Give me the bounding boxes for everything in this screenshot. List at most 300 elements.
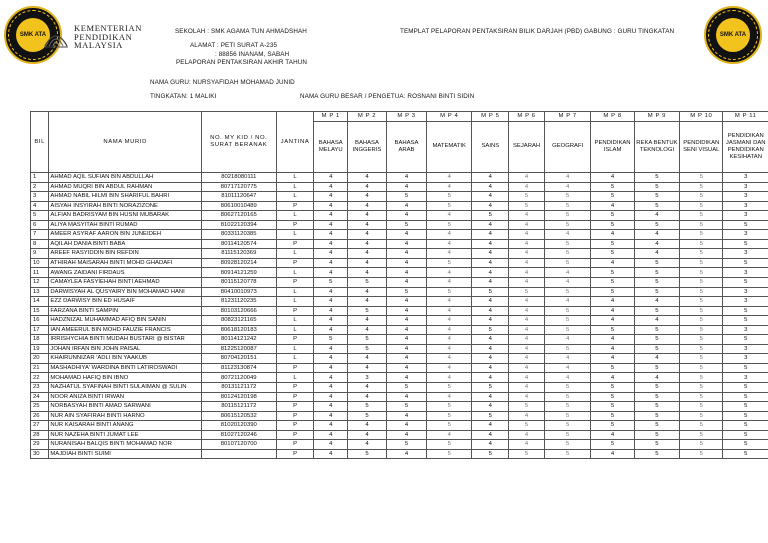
cell-mark: 5 bbox=[723, 430, 768, 440]
cell-mark: 4 bbox=[509, 383, 545, 393]
mp-code-row bbox=[31, 112, 768, 122]
cell-kp: 81225120087 bbox=[201, 344, 276, 354]
cell-mark: 3 bbox=[723, 354, 768, 364]
cell-mark: 4 bbox=[509, 363, 545, 373]
cell-mark: 5 bbox=[680, 373, 723, 383]
table-row bbox=[31, 402, 768, 412]
cell-bil: 21 bbox=[31, 363, 49, 373]
subject-header: SEJARAH bbox=[509, 122, 545, 173]
cell-mark: 4 bbox=[509, 306, 545, 316]
cell-mark: 4 bbox=[386, 230, 426, 240]
cell-mark: 4 bbox=[544, 182, 591, 192]
cell-mark: 3 bbox=[723, 192, 768, 202]
cell-mark: 4 bbox=[544, 354, 591, 364]
cell-mark: 5 bbox=[348, 402, 387, 412]
cell-mark: 4 bbox=[472, 316, 509, 326]
cell-mark: 4 bbox=[509, 316, 545, 326]
tingkatan-label: TINGKATAN: 1 MALIKI bbox=[150, 93, 217, 100]
cell-mark: 4 bbox=[348, 192, 387, 202]
cell-mark: 5 bbox=[634, 440, 679, 450]
cell-mark: 4 bbox=[348, 249, 387, 259]
cell-mark: 5 bbox=[544, 383, 591, 393]
cell-mark: 4 bbox=[314, 421, 348, 431]
seal-inner-text: SMK ATA bbox=[16, 18, 50, 52]
cell-mark: 4 bbox=[472, 335, 509, 345]
cell-kp: 80823121165 bbox=[201, 316, 276, 326]
cell-mark: 4 bbox=[472, 258, 509, 268]
cell-mark: 4 bbox=[348, 363, 387, 373]
cell-mark: 4 bbox=[509, 411, 545, 421]
cell-mark: 5 bbox=[544, 440, 591, 450]
header-bil: BIL bbox=[31, 112, 49, 173]
cell-mark: 4 bbox=[472, 373, 509, 383]
cell-nama: AISYAH INSYIRAH BINTI NORAZIZONE bbox=[49, 201, 202, 211]
cell-mark: 5 bbox=[386, 220, 426, 230]
cell-mark: 4 bbox=[472, 278, 509, 288]
cell-kp: 80627120165 bbox=[201, 211, 276, 221]
cell-jantina: L bbox=[276, 249, 314, 259]
cell-mark: 4 bbox=[314, 411, 348, 421]
cell-mark: 5 bbox=[680, 392, 723, 402]
cell-kp: 80704120151 bbox=[201, 354, 276, 364]
cell-mark: 3 bbox=[723, 173, 768, 183]
cell-mark: 5 bbox=[426, 449, 471, 459]
cell-jantina: L bbox=[276, 297, 314, 307]
cell-mark: 5 bbox=[509, 449, 545, 459]
cell-mark: 4 bbox=[426, 249, 471, 259]
subject-header: BAHASA INGGERIS bbox=[348, 122, 387, 173]
cell-mark: 4 bbox=[509, 220, 545, 230]
cell-mark: 4 bbox=[472, 220, 509, 230]
cell-bil: 14 bbox=[31, 297, 49, 307]
cell-mark: 4 bbox=[426, 354, 471, 364]
cell-mark: 5 bbox=[591, 325, 634, 335]
cell-mark: 4 bbox=[386, 211, 426, 221]
cell-jantina: L bbox=[276, 354, 314, 364]
table-row bbox=[31, 411, 768, 421]
subject-header: REKA BENTUK TEKNOLOGI bbox=[634, 122, 679, 173]
cell-kp: 81115120369 bbox=[201, 249, 276, 259]
cell-mark: 4 bbox=[314, 354, 348, 364]
cell-mark: 5 bbox=[426, 220, 471, 230]
cell-mark: 4 bbox=[509, 373, 545, 383]
cell-nama: ALIYA MASYITAH BINTI RUMAD bbox=[49, 220, 202, 230]
cell-kp: 80115121172 bbox=[201, 402, 276, 412]
cell-mark: 5 bbox=[680, 316, 723, 326]
cell-jantina: L bbox=[276, 230, 314, 240]
cell-nama: AMEER ASYRAF AARON BIN JUNEIDEH bbox=[49, 230, 202, 240]
cell-mark: 4 bbox=[426, 306, 471, 316]
nama-guru: NAMA GURU: NURSYAFIDAH MOHAMAD JUNID bbox=[150, 79, 295, 86]
cell-mark: 5 bbox=[634, 220, 679, 230]
table-row bbox=[31, 220, 768, 230]
pelaporan-title: PELAPORAN PENTAKSIRAN AKHIR TAHUN bbox=[176, 59, 308, 66]
cell-mark: 5 bbox=[426, 383, 471, 393]
cell-mark: 4 bbox=[314, 306, 348, 316]
cell-bil: 9 bbox=[31, 249, 49, 259]
cell-kp: 80618120183 bbox=[201, 325, 276, 335]
cell-mark: 4 bbox=[509, 297, 545, 307]
cell-mark: 5 bbox=[544, 449, 591, 459]
table-row bbox=[31, 278, 768, 288]
cell-mark: 3 bbox=[723, 297, 768, 307]
kpm-line-3: MALAYSIA bbox=[74, 40, 123, 50]
cell-jantina: P bbox=[276, 383, 314, 393]
table-row bbox=[31, 287, 768, 297]
cell-kp: 80107120700 bbox=[201, 440, 276, 450]
cell-mark: 4 bbox=[634, 354, 679, 364]
cell-mark: 4 bbox=[509, 430, 545, 440]
cell-mark: 5 bbox=[544, 258, 591, 268]
cell-mark: 4 bbox=[348, 287, 387, 297]
cell-mark: 3 bbox=[723, 249, 768, 259]
cell-bil: 26 bbox=[31, 411, 49, 421]
cell-mark: 5 bbox=[723, 440, 768, 450]
cell-mark: 5 bbox=[426, 192, 471, 202]
cell-mark: 5 bbox=[591, 192, 634, 202]
cell-mark: 4 bbox=[348, 297, 387, 307]
cell-jantina: L bbox=[276, 344, 314, 354]
cell-jantina: P bbox=[276, 220, 314, 230]
cell-mark: 5 bbox=[634, 383, 679, 393]
cell-mark: 4 bbox=[348, 220, 387, 230]
cell-mark: 4 bbox=[426, 297, 471, 307]
cell-mark: 5 bbox=[723, 258, 768, 268]
cell-mark: 4 bbox=[472, 249, 509, 259]
cell-mark: 5 bbox=[591, 268, 634, 278]
table-row bbox=[31, 306, 768, 316]
cell-nama: NURANISAH BALQIS BINTI MOHAMAD NOR bbox=[49, 440, 202, 450]
cell-mark: 5 bbox=[634, 287, 679, 297]
cell-mark: 5 bbox=[426, 440, 471, 450]
cell-mark: 5 bbox=[680, 430, 723, 440]
cell-mark: 4 bbox=[426, 230, 471, 240]
cell-mark: 4 bbox=[509, 258, 545, 268]
table-row bbox=[31, 421, 768, 431]
cell-mark: 4 bbox=[509, 182, 545, 192]
cell-mark: 4 bbox=[634, 373, 679, 383]
cell-nama: EZZ DARWISY BIN ED HUSAIF bbox=[49, 297, 202, 307]
cell-mark: 4 bbox=[348, 201, 387, 211]
cell-bil: 19 bbox=[31, 344, 49, 354]
cell-mark: 4 bbox=[544, 297, 591, 307]
cell-mark: 5 bbox=[634, 335, 679, 345]
cell-mark: 4 bbox=[591, 297, 634, 307]
cell-kp: 80114121242 bbox=[201, 335, 276, 345]
cell-mark: 5 bbox=[680, 287, 723, 297]
cell-jantina: L bbox=[276, 373, 314, 383]
cell-mark: 5 bbox=[386, 440, 426, 450]
cell-mark: 4 bbox=[314, 383, 348, 393]
cell-nama: ATHIRAH MAISARAH BINTI MOHD GHADAFI bbox=[49, 258, 202, 268]
cell-mark: 4 bbox=[314, 287, 348, 297]
cell-mark: 4 bbox=[634, 316, 679, 326]
cell-mark: 4 bbox=[314, 268, 348, 278]
cell-mark: 4 bbox=[509, 239, 545, 249]
school-seal-right-icon bbox=[704, 6, 762, 64]
cell-mark: 4 bbox=[314, 440, 348, 450]
cell-bil: 1 bbox=[31, 173, 49, 183]
cell-mark: 4 bbox=[426, 392, 471, 402]
cell-mark: 4 bbox=[314, 182, 348, 192]
cell-jantina: P bbox=[276, 335, 314, 345]
cell-mark: 5 bbox=[634, 306, 679, 316]
cell-mark: 4 bbox=[348, 182, 387, 192]
cell-mark: 4 bbox=[591, 201, 634, 211]
sekolah-label: SEKOLAH : SMK AGAMA TUN AHMADSHAH bbox=[175, 28, 307, 35]
cell-mark: 5 bbox=[386, 287, 426, 297]
cell-mark: 5 bbox=[314, 335, 348, 345]
cell-mark: 3 bbox=[723, 287, 768, 297]
cell-mark: 4 bbox=[509, 249, 545, 259]
cell-mark: 4 bbox=[472, 182, 509, 192]
cell-mark: 4 bbox=[426, 211, 471, 221]
cell-mark: 4 bbox=[634, 230, 679, 240]
cell-mark: 5 bbox=[634, 268, 679, 278]
cell-mark: 5 bbox=[634, 325, 679, 335]
cell-mark: 4 bbox=[591, 173, 634, 183]
cell-mark: 4 bbox=[472, 392, 509, 402]
cell-bil: 7 bbox=[31, 230, 49, 240]
cell-mark: 5 bbox=[680, 335, 723, 345]
cell-mark: 5 bbox=[472, 383, 509, 393]
cell-jantina: P bbox=[276, 430, 314, 440]
cell-mark: 4 bbox=[314, 173, 348, 183]
cell-mark: 5 bbox=[634, 258, 679, 268]
cell-mark: 5 bbox=[680, 363, 723, 373]
cell-jantina: L bbox=[276, 211, 314, 221]
cell-mark: 5 bbox=[472, 411, 509, 421]
mp-code: M P 5 bbox=[472, 112, 509, 122]
cell-mark: 5 bbox=[680, 249, 723, 259]
cell-mark: 5 bbox=[634, 449, 679, 459]
cell-mark: 4 bbox=[386, 325, 426, 335]
cell-mark: 5 bbox=[723, 239, 768, 249]
cell-mark: 5 bbox=[680, 268, 723, 278]
cell-mark: 4 bbox=[426, 239, 471, 249]
cell-mark: 4 bbox=[386, 430, 426, 440]
cell-mark: 5 bbox=[680, 449, 723, 459]
cell-mark: 5 bbox=[591, 182, 634, 192]
cell-mark: 4 bbox=[509, 344, 545, 354]
cell-jantina: P bbox=[276, 258, 314, 268]
cell-mark: 4 bbox=[426, 430, 471, 440]
table-row bbox=[31, 239, 768, 249]
cell-mark: 5 bbox=[544, 192, 591, 202]
cell-nama: MASHADHIYA' WARDINA BINTI LATIROSWADI bbox=[49, 363, 202, 373]
cell-mark: 5 bbox=[386, 402, 426, 412]
cell-mark: 5 bbox=[426, 201, 471, 211]
cell-mark: 5 bbox=[544, 239, 591, 249]
table-row bbox=[31, 440, 768, 450]
cell-mark: 5 bbox=[680, 306, 723, 316]
cell-mark: 4 bbox=[314, 449, 348, 459]
cell-mark: 5 bbox=[591, 402, 634, 412]
cell-mark: 4 bbox=[634, 297, 679, 307]
cell-mark: 4 bbox=[314, 249, 348, 259]
cell-mark: 5 bbox=[591, 249, 634, 259]
cell-mark: 4 bbox=[386, 258, 426, 268]
cell-mark: 5 bbox=[544, 325, 591, 335]
cell-mark: 4 bbox=[509, 230, 545, 240]
cell-mark: 5 bbox=[680, 421, 723, 431]
cell-mark: 4 bbox=[426, 335, 471, 345]
cell-mark: 4 bbox=[544, 363, 591, 373]
cell-kp: 80115120778 bbox=[201, 278, 276, 288]
cell-nama: ALFIAN BADRISYAM BIN HUSNI MUBARAK bbox=[49, 211, 202, 221]
cell-nama: JOHAN IRFAN BIN JOHN PAISAL bbox=[49, 344, 202, 354]
cell-jantina: P bbox=[276, 363, 314, 373]
cell-kp: 81022120394 bbox=[201, 220, 276, 230]
cell-mark: 4 bbox=[472, 268, 509, 278]
cell-kp: 80124120198 bbox=[201, 392, 276, 402]
cell-mark: 5 bbox=[680, 173, 723, 183]
cell-mark: 4 bbox=[348, 421, 387, 431]
cell-mark: 5 bbox=[348, 449, 387, 459]
cell-mark: 4 bbox=[348, 440, 387, 450]
cell-mark: 4 bbox=[591, 430, 634, 440]
cell-mark: 4 bbox=[591, 306, 634, 316]
cell-bil: 6 bbox=[31, 220, 49, 230]
cell-kp: 80131121172 bbox=[201, 383, 276, 393]
cell-bil: 29 bbox=[31, 440, 49, 450]
cell-nama: NUR KAISARAH BINTI ANANG bbox=[49, 421, 202, 431]
cell-mark: 4 bbox=[509, 335, 545, 345]
cell-mark: 5 bbox=[634, 278, 679, 288]
cell-nama: NAZHATUL SYAFINAH BINTI SULAIMAN @ SULIN bbox=[49, 383, 202, 393]
cell-mark: 5 bbox=[472, 287, 509, 297]
cell-kp: 80410010973 bbox=[201, 287, 276, 297]
cell-mark: 5 bbox=[634, 173, 679, 183]
cell-mark: 5 bbox=[680, 411, 723, 421]
cell-mark: 4 bbox=[544, 373, 591, 383]
cell-mark: 4 bbox=[544, 335, 591, 345]
table-row bbox=[31, 363, 768, 373]
cell-mark: 4 bbox=[472, 306, 509, 316]
table-row bbox=[31, 173, 768, 183]
cell-kp: 80615120532 bbox=[201, 411, 276, 421]
cell-mark: 5 bbox=[348, 335, 387, 345]
cell-bil: 10 bbox=[31, 258, 49, 268]
cell-mark: 4 bbox=[591, 449, 634, 459]
cell-mark: 4 bbox=[386, 173, 426, 183]
mp-code: M P 4 bbox=[426, 112, 471, 122]
cell-mark: 4 bbox=[591, 373, 634, 383]
cell-mark: 4 bbox=[348, 239, 387, 249]
cell-mark: 3 bbox=[723, 211, 768, 221]
cell-mark: 4 bbox=[472, 430, 509, 440]
cell-mark: 4 bbox=[426, 373, 471, 383]
cell-mark: 4 bbox=[509, 354, 545, 364]
cell-mark: 4 bbox=[426, 278, 471, 288]
cell-jantina: L bbox=[276, 192, 314, 202]
cell-jantina: P bbox=[276, 440, 314, 450]
cell-mark: 5 bbox=[591, 278, 634, 288]
cell-jantina: P bbox=[276, 239, 314, 249]
cell-mark: 5 bbox=[634, 344, 679, 354]
cell-mark: 4 bbox=[591, 258, 634, 268]
cell-bil: 8 bbox=[31, 239, 49, 249]
cell-mark: 4 bbox=[544, 278, 591, 288]
cell-jantina: L bbox=[276, 316, 314, 326]
mp-code: M P 10 bbox=[680, 112, 723, 122]
cell-mark: 4 bbox=[509, 392, 545, 402]
cell-jantina: P bbox=[276, 278, 314, 288]
cell-mark: 4 bbox=[314, 230, 348, 240]
cell-kp: 80610010489 bbox=[201, 201, 276, 211]
cell-mark: 5 bbox=[544, 316, 591, 326]
cell-nama: NORBASYAH BINTI AMAD SARWANI bbox=[49, 402, 202, 412]
cell-bil: 22 bbox=[31, 373, 49, 383]
cell-mark: 5 bbox=[426, 258, 471, 268]
cell-mark: 4 bbox=[634, 249, 679, 259]
cell-mark: 5 bbox=[509, 192, 545, 202]
cell-mark: 5 bbox=[426, 402, 471, 412]
cell-mark: 5 bbox=[472, 449, 509, 459]
cell-mark: 4 bbox=[472, 173, 509, 183]
cell-mark: 5 bbox=[314, 278, 348, 288]
alamat-line-2: : 88856 INANAM, SABAH bbox=[215, 51, 290, 58]
cell-mark: 5 bbox=[723, 449, 768, 459]
table-row bbox=[31, 373, 768, 383]
table-row bbox=[31, 249, 768, 259]
table-row bbox=[31, 182, 768, 192]
mp-code: M P 2 bbox=[348, 112, 387, 122]
cell-mark: 4 bbox=[314, 297, 348, 307]
cell-mark: 5 bbox=[426, 421, 471, 431]
cell-mark: 5 bbox=[386, 192, 426, 202]
cell-mark: 4 bbox=[348, 354, 387, 364]
cell-mark: 4 bbox=[472, 354, 509, 364]
table-row bbox=[31, 268, 768, 278]
cell-nama: DARWISYAH AL QUSYAIRY BIN MOHAMAD HANI bbox=[49, 287, 202, 297]
cell-mark: 4 bbox=[386, 421, 426, 431]
kpm-crest-icon bbox=[42, 24, 70, 50]
cell-nama: IRRISHYCHIA BINTI MUDAH BUSTARI @ BISTAR bbox=[49, 335, 202, 345]
cell-mark: 5 bbox=[680, 192, 723, 202]
cell-mark: 5 bbox=[591, 239, 634, 249]
cell-jantina: L bbox=[276, 325, 314, 335]
cell-mark: 4 bbox=[472, 344, 509, 354]
cell-mark: 4 bbox=[386, 239, 426, 249]
cell-mark: 4 bbox=[386, 354, 426, 364]
cell-nama: AWANG ZAIDANI FIRDAUS bbox=[49, 268, 202, 278]
cell-bil: 28 bbox=[31, 430, 49, 440]
cell-mark: 5 bbox=[634, 192, 679, 202]
cell-mark: 4 bbox=[591, 316, 634, 326]
cell-kp: 80928120214 bbox=[201, 258, 276, 268]
cell-mark: 4 bbox=[591, 230, 634, 240]
table-row bbox=[31, 211, 768, 221]
cell-jantina: P bbox=[276, 201, 314, 211]
cell-mark: 4 bbox=[426, 173, 471, 183]
cell-mark: 3 bbox=[723, 182, 768, 192]
cell-mark: 4 bbox=[544, 230, 591, 240]
cell-mark: 4 bbox=[426, 344, 471, 354]
cell-bil: 16 bbox=[31, 316, 49, 326]
cell-mark: 5 bbox=[591, 220, 634, 230]
mp-code: M P 7 bbox=[544, 112, 591, 122]
cell-mark: 4 bbox=[386, 363, 426, 373]
cell-mark: 4 bbox=[314, 316, 348, 326]
cell-nama: MOHAMAD HAFIQ BIN IBNO bbox=[49, 373, 202, 383]
cell-jantina: P bbox=[276, 449, 314, 459]
cell-mark: 5 bbox=[634, 392, 679, 402]
cell-mark: 5 bbox=[591, 411, 634, 421]
cell-bil: 13 bbox=[31, 287, 49, 297]
kpm-wordmark bbox=[74, 24, 142, 50]
cell-mark: 5 bbox=[634, 411, 679, 421]
